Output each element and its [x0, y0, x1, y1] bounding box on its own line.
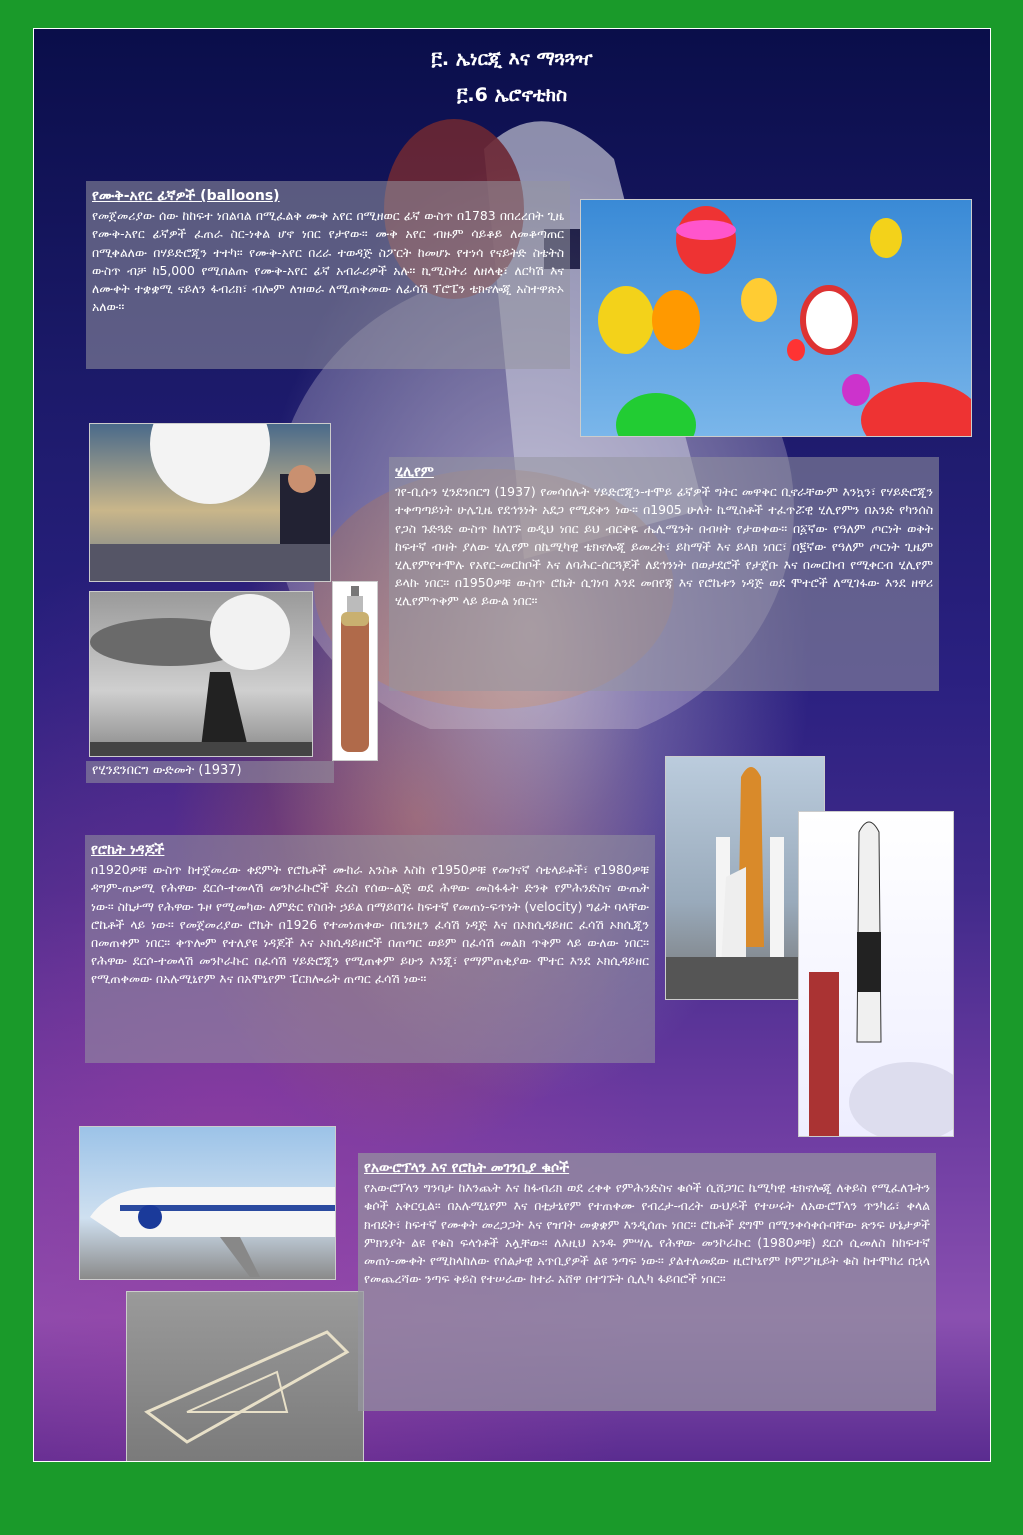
balloons-photo-art — [581, 200, 971, 436]
shuttle-model-art — [127, 1292, 363, 1462]
balloons-photo — [580, 199, 972, 437]
helium-cylinder-photo — [332, 581, 378, 761]
nasa-airplane-art — [80, 1127, 335, 1279]
materials-text: የአውሮፕላን ግንባታ ከእንጨት እና ከፋብሪክ ወደ ረቀቀ የምሕንድስና ቁሶች ሲሸጋገር ኬሚካዊ ቴክኖሎጂ ለቅይስ የሚፈለጉትን ቁሶች አቅርቧል፡፡ በአሉሚኒየም እና በቲታኒየም የተጠቀሙ የብረታ-ብረት ውህዶች የተሠሩት ለአውሮፕላን ጥንካሬ፣ ቀላል ክብደት፣ ከፍተኛ የሙቀት መረጋጋት እና የዝገት መቋቋም እንዲሰጡ ነበር፡፡ ሮኬቶች ደግሞ በሚንቀሳቀሱባቸው ጽንፍ ሁኔታዎች ምክንያት ልዩ የቁስ ፍላጎቶች አሏቸው፡፡ ለእዚህ አንዱ ምሣሌ የሕዋው መንኮራኩር (1980ዎቹ) ደርሶ ሲመለስ ከከፍተኛ መጠነ-ሙቀት የሚከላከለው የሰልታዊ አጥቢያዎች ልዩ ንጣፍ ነው፡፡ ያልተለመደው ዚሮኮኒየም ኮምፖዚይት ቁስ ከተሞከረ በኋላ የመጨረሻው ንጣፍ ቅይስ የተሠራው ከተራ አሸዋ በተገኙት ሲሊካ ፋይበሮች ነበር፡፡ — [364, 1180, 930, 1287]
weather-balloon-art — [90, 424, 330, 581]
materials-heading: የአውሮፕላን እና የሮኬት መገንቢያ ቁሶች — [364, 1160, 570, 1176]
balloons-panel — [86, 181, 570, 369]
rocket-launch-photo — [798, 811, 954, 1137]
hindenburg-art — [90, 592, 312, 756]
weather-balloon-photo — [89, 423, 331, 582]
section-title: ፫.6 ኤሮኖቲክስ — [456, 84, 568, 106]
page-header — [34, 41, 990, 113]
rocket-fuels-text: በ1920ዎቹ ውስጥ ከተጀመረው ቀደምት የሮኬቶች ሙከራ አንስቶ እስከ የ1950ዎቹ የመገናኛ ሳቴላይቶች፣ የ1980ዎቹ ዳግም-ጠቃሚ የሕዋው ደርሶ-ተመላሽ መንኮራኩሮች ድረስ የሰው-ልጅ ወደ ሕዋው መስፋፋት ድንቅ የምሕንድስና ውጤት ነው፡፡ ስኬታማ የሕዋው ጉዞ የሚመካው ለምድር የስበት ኃይል በማይበገሩ ከፍተኛ የመጠነ-ፍጥነት (velocity) ግፊት ባላቸው ሮኬቶች ላይ ነው፡፡ የመጀመሪያው ሮኬት በ1926 የተመነጠቀው በቤንዚን ፈሳሽ ነዳጅ እና በኦክሲዳይዘር ፈሳሽ ኦክሲጂን በመጠቀም ነበር፡፡ ቀጥሎም የተለያዩ ነዳጆች እና ኦክሲዳይዘሮች በጠጣር ወይም በፈሳሽ መልክ ጥቅም ላይ ውለው ነበር፡፡ የሕዋው ደርሶ-ተመላሽ መንኮራኩር በፈሳሽ ሃይድሮጂን የሚጠቀም ይሁን እንጂ፣ የማምጠቂያው ሞተር እንደ ኦክሲዳይዘር የሚጠቀመው በአሉሚኒየም እና በአሞኒየም ፔርክሎሬት ጠጣር ፈሳሽ ነው፡፡ — [91, 862, 649, 987]
rocket-fuels-heading: የሮኬት ነዳጆች — [91, 842, 165, 858]
poster-stage — [33, 28, 991, 1462]
materials-panel — [358, 1153, 936, 1411]
nasa-airplane-photo — [79, 1126, 336, 1280]
balloons-heading: የሙቅ-አየር ፊኛዎች (balloons) — [92, 188, 280, 204]
rocket-launch-art — [799, 812, 953, 1136]
helium-heading: ሂሊየም — [395, 464, 434, 480]
hindenburg-caption: የሂንደንበርግ ውድመት (1937) — [86, 761, 334, 783]
shuttle-model-photo — [126, 1291, 364, 1462]
rocket-fuels-panel — [85, 835, 655, 1063]
helium-text: ገየ-ቢሱን ሂንደንበርግ (1937) የመሳሰሉት ሃይድሮጂን-ተሞይ ፊኛዎች ግትር መዋቅር ቢኖራቸውም እንኳን፣ የሃይድሮጂን ተቀጣጣይነት ሁሌጊዜ የደኅንነት አደጋ የሚደቅን ነው፡፡ በ1905 ሁለት ኬሚስቶች ተፈጥሯዊ ሂሊየምን በአንድ የካንሰስ የጋስ ጉድጓድ ውስጥ ከለገኙ ወዲህ ነበር ይህ ብርቅዬ ሔሊሜንት በብዛት የታወቀው፡፡ በ፩ኛው የዓለም ጦርነት ወቅት ከፍተኛ ብዛት ያለው ሂሊየም በኬሚካዊ ቴክኖሎጂ ይመረት፣ ይከማች እና ይላክ ነበር፣ በ፪ኛው የዓለም ጦርነት ጊዜም ሂሊየምየተሞሉ የአየር-መርከቦች እና ለባሕር-ሰርጓጆች ለደኅንነት በወታደሮች የታጀቡ እና በመርከብ የሚቀርብ ሂሊየም ይላኩ ነበር፡፡ በ1950ዎቹ ውስጥ ሮኬት ሲገነባ እንደ መበየጃ እና የሮኬቱን ነዳጅ ወደ ሞተሮች ለሚገፋው እንደ ዘዋሪ ሂሊየምጥቅም ላይ ይውል ነበር፡፡ — [395, 484, 933, 609]
chapter-title: ፫. ኤነርጂ እና ማጓጓዣ — [431, 48, 593, 70]
balloons-text: የመጀመሪያው ሰው ከከፍተ ነበልባል በሚፈልቅ ሙቅ አየር በሚዘወር ፊኛ ውስጥ በ1783 በበረረበት ጊዜ የሙቅ-አየር ፊኛዎች ፈጠራ ስር-ነቀል ሆኖ ነበር የታየው፡፡ ሙቅ አየር ብዙም ሳይቆይ ለመቆጣጠር በሚቀልለው በሃይድሮጂን ተተካ፡፡ የሙቅ-አየር በረራ ተወዳጅ ስፖርት ከመሆኑ የተነሳ የናይትድ ስቴትስ ውስጥ ብቻ ከ5,000 የሚበልጡ የሙቅ-አየር ፊኛ አብራሪዎች አሉ፡፡ ኪሚስትሪ ለዘላቂ፣ ለርካሽ እና ለሙቀት ተቋቋሚ ናይለን ፋብሪክ፣ ብሎም ለዝወራ ለሚጠቅመው ለፊሳሽ ፕሮፔን ቴክኖሎጂ አስተዋጽኦ አለው፡፡ — [92, 208, 564, 315]
helium-cylinder-art — [333, 582, 377, 760]
hindenburg-photo — [89, 591, 313, 757]
helium-panel — [389, 457, 939, 691]
